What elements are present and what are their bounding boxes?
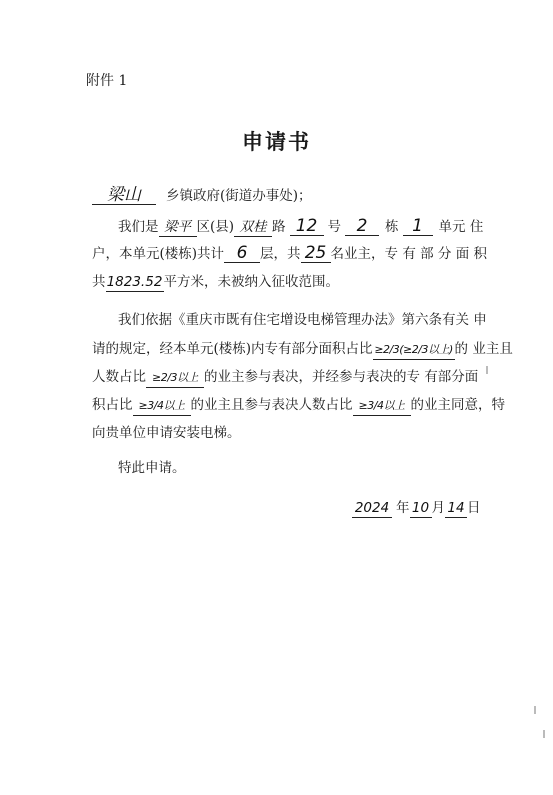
para1-text: 共: [92, 274, 106, 290]
date-year-handwritten: 2024: [352, 499, 392, 518]
area-handwritten: 1823.52: [106, 274, 163, 290]
para1-text: 栋: [385, 219, 399, 235]
road-handwritten: 双桂: [234, 218, 272, 237]
ratio-vote-people-handwritten: ≥3/4以上: [353, 397, 411, 416]
para1-text: 户，本单元(楼栋)共计: [92, 246, 225, 262]
scan-mark: [543, 730, 545, 738]
unit-handwritten: 1: [403, 217, 433, 236]
para1-text: 号: [327, 219, 342, 235]
para2-text: 的业主同意，特: [410, 397, 505, 413]
para1-text: 区(县): [196, 219, 235, 235]
date-unit: 日: [467, 500, 481, 516]
para1-line1: [118, 217, 483, 237]
ratio-people-handwritten: ≥2/3以上: [146, 369, 204, 388]
date-unit: 月: [431, 500, 445, 516]
para2-line5: 向贵单位申请安装电梯。: [92, 425, 241, 441]
para2-line4: [92, 395, 505, 416]
closing-text: 特此申请。: [118, 460, 186, 476]
para1-text: 路: [272, 219, 286, 235]
para1-text: 我们是: [118, 219, 159, 235]
date-unit: 年: [396, 500, 410, 516]
date-day-handwritten: 14: [445, 499, 467, 518]
para1-line2: [92, 244, 487, 264]
para1-text: 层，共: [260, 246, 301, 262]
document-title: 申请书: [242, 129, 311, 154]
para1-text: 单元 住: [438, 219, 484, 235]
ratio-vote-area-handwritten: ≥3/4以上: [133, 397, 191, 416]
para2-text: 的业主参与表决，并经参与表决的专 有部分面: [204, 369, 479, 385]
district-handwritten: 梁平: [159, 218, 197, 237]
para2-text: 请的规定，经本单元(楼栋)内专有部分面积占比: [92, 341, 373, 357]
para2-line1: 我们依据《重庆市既有住宅增设电梯管理办法》第六条有关 申: [118, 312, 487, 328]
floors-handwritten: 6: [224, 244, 260, 263]
para2-text: 人数占比: [92, 369, 146, 385]
para1-line3: [92, 272, 339, 292]
number-handwritten: 12: [290, 217, 324, 236]
attachment-label: 附件 1: [86, 73, 128, 89]
para2-text: 的业主且参与表决人数占比: [190, 397, 353, 413]
scan-mark: [486, 366, 488, 374]
addressee-line: [92, 186, 312, 206]
scan-mark: [534, 706, 536, 714]
date-line: [352, 498, 481, 518]
para1-text: 平方米，未被纳入征收范围。: [163, 274, 339, 290]
owners-handwritten: 25: [301, 244, 331, 263]
para1-text: 名业主，专 有 部 分 面 积: [330, 246, 488, 262]
date-month-handwritten: 10: [410, 499, 432, 518]
ratio-area-handwritten: ≥2/3(≥2/3以上): [373, 341, 455, 360]
para2-line2: [92, 339, 513, 360]
para2-text: 积占比: [92, 397, 133, 413]
para2-line3: [92, 367, 478, 388]
addressee-suffix: 乡镇政府(街道办事处)；: [166, 188, 312, 204]
building-handwritten: 2: [345, 217, 379, 236]
para2-text: 的 业主且: [454, 341, 513, 357]
town-name-handwritten: 梁山: [92, 186, 156, 205]
